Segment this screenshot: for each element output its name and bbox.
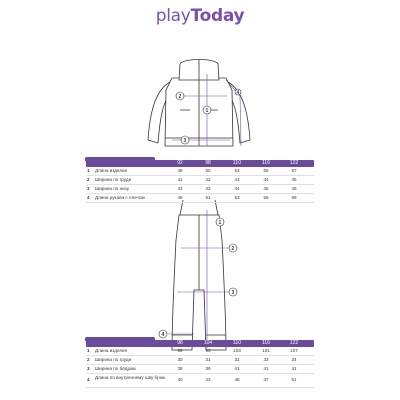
row-number: 2 xyxy=(87,177,90,182)
table-cell: 48 xyxy=(234,377,240,382)
table-cell: 53 xyxy=(234,195,240,200)
overalls-size-table xyxy=(86,340,314,388)
overalls-marker-2: 2 xyxy=(231,246,235,252)
table-cell: 43 xyxy=(205,186,211,191)
row-number: 3 xyxy=(87,186,90,191)
size-header-cell: 104 xyxy=(203,340,213,346)
overalls-marker-3: 3 xyxy=(231,290,235,296)
table-cell: 53 xyxy=(234,168,240,173)
table-cell: 41 xyxy=(291,366,297,371)
row-number: 1 xyxy=(87,348,90,353)
table-cell: 57 xyxy=(291,168,297,173)
table-cell: 40 xyxy=(177,377,183,382)
table-row xyxy=(86,374,314,388)
row-label: Длина изделия xyxy=(95,168,128,173)
jacket-marker-3: 3 xyxy=(183,138,187,144)
jacket-marker-4: 4 xyxy=(236,90,240,96)
row-label: Длина по внутреннему шву брюк xyxy=(95,375,166,380)
table-row xyxy=(86,176,314,185)
table-row xyxy=(86,356,314,365)
table-cell: 41 xyxy=(234,366,240,371)
table-cell: 56 xyxy=(263,195,269,200)
row-number: 4 xyxy=(87,377,90,382)
table-cell: 42 xyxy=(205,177,211,182)
table-cell: 43 xyxy=(205,377,211,382)
table-cell: 47 xyxy=(263,377,269,382)
brand-logo-part1: play xyxy=(155,6,191,26)
row-label: Ширина по бёдрам xyxy=(95,366,136,371)
row-number: 3 xyxy=(87,366,90,371)
table-cell: 55 xyxy=(263,168,269,173)
overalls-marker-4: 4 xyxy=(161,332,165,338)
table-cell: 48 xyxy=(177,195,183,200)
size-header-cell: 110 xyxy=(233,160,241,166)
table-cell: 103 xyxy=(233,348,241,353)
overalls-size-header xyxy=(86,340,314,347)
table-cell: 31 xyxy=(205,357,211,362)
jacket-marker-1: 1 xyxy=(205,108,209,114)
table-row xyxy=(86,194,314,203)
table-cell: 89 xyxy=(177,348,183,353)
table-cell: 41 xyxy=(263,366,269,371)
table-cell: 38 xyxy=(177,366,183,371)
overalls-marker-1: 1 xyxy=(218,220,222,226)
table-cell: 95 xyxy=(205,348,211,353)
jacket-marker-2: 2 xyxy=(178,94,182,100)
table-cell: 30 xyxy=(177,357,183,362)
table-cell: 107 xyxy=(290,348,298,353)
size-header-cell: 98 xyxy=(205,160,211,166)
table-cell: 48 xyxy=(177,168,183,173)
size-header-cell: 116 xyxy=(262,160,270,166)
size-header-cell: 98 xyxy=(177,340,183,346)
row-number: 2 xyxy=(87,357,90,362)
row-number: 4 xyxy=(87,195,90,200)
table-cell: 43 xyxy=(234,177,240,182)
table-row xyxy=(86,167,314,176)
table-cell: 101 xyxy=(262,348,270,353)
table-cell: 33 xyxy=(263,357,269,362)
table-cell: 42 xyxy=(177,186,183,191)
table-cell: 45 xyxy=(291,177,297,182)
table-cell: 51 xyxy=(205,195,211,200)
brand-logo-part2: Today xyxy=(190,6,245,26)
table-row xyxy=(86,365,314,374)
row-label: Ширина по груди xyxy=(95,357,132,362)
jacket-size-table xyxy=(86,160,314,203)
table-cell: 45 xyxy=(263,186,269,191)
table-cell: 51 xyxy=(291,377,297,382)
size-header-cell: 122 xyxy=(289,160,299,166)
table-cell: 39 xyxy=(205,366,211,371)
table-cell: 58 xyxy=(291,195,297,200)
jacket-illustration xyxy=(148,60,250,147)
table-cell: 50 xyxy=(205,168,211,173)
table-cell: 34 xyxy=(291,357,297,362)
table-cell: 41 xyxy=(177,177,183,182)
size-header-cell: 92 xyxy=(177,160,183,166)
row-label: Длина изделия xyxy=(95,348,128,353)
table-row xyxy=(86,347,314,356)
jacket-size-header xyxy=(86,160,314,167)
size-header-cell: 116 xyxy=(262,340,270,346)
table-cell: 44 xyxy=(234,186,240,191)
size-header-cell: 110 xyxy=(233,340,241,346)
row-label: Ширина по груди xyxy=(95,177,132,182)
table-cell: 32 xyxy=(234,357,240,362)
table-row xyxy=(86,185,314,194)
row-number: 1 xyxy=(87,168,90,173)
row-label: Длина рукава с плечом xyxy=(95,195,145,200)
size-header-cell: 122 xyxy=(289,340,299,346)
row-label: Ширина по низу xyxy=(95,186,130,191)
table-cell: 46 xyxy=(291,186,297,191)
table-cell: 44 xyxy=(263,177,269,182)
